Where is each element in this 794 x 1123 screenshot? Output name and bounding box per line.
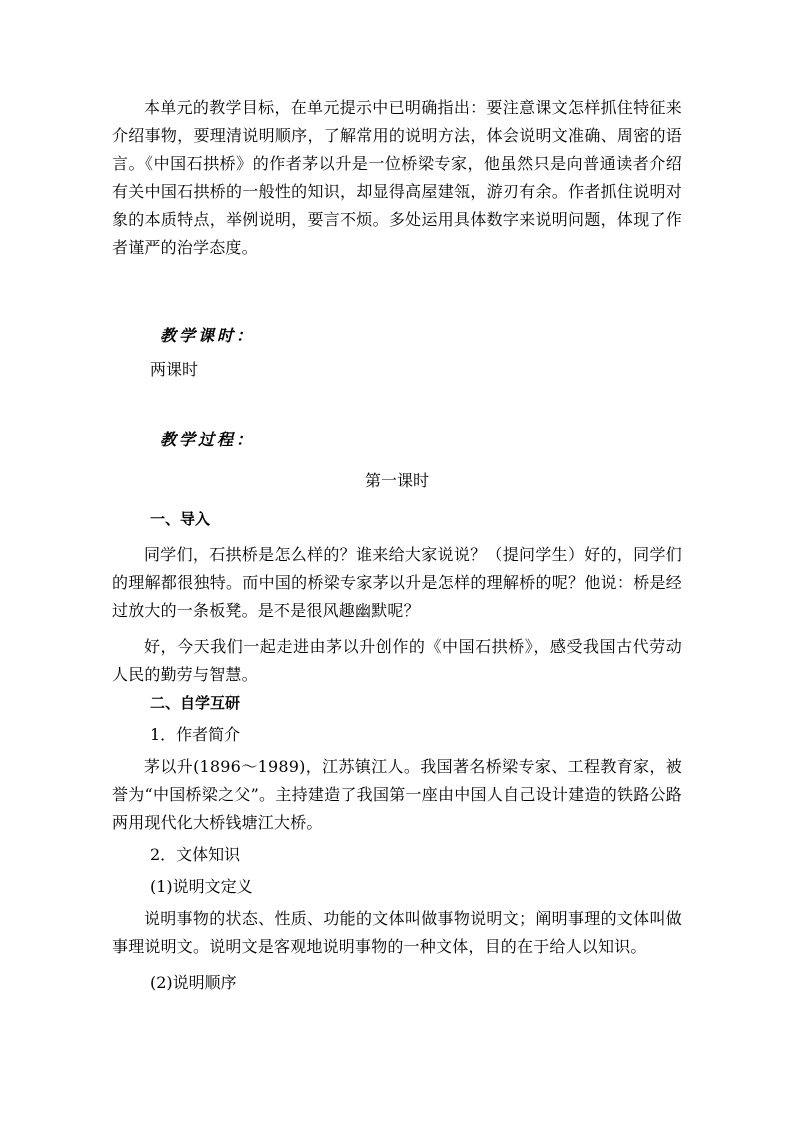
order-label: (2)说明顺序 xyxy=(150,973,237,992)
definition-text: 说明事物的状态、性质、功能的文体叫做事物说明文；阐明事理的文体叫做事理说明文。说明文是客观地说明事物的一种文体，目的在于给人以知识。 xyxy=(112,909,682,956)
definition-label: (1)说明文定义 xyxy=(150,877,253,896)
intro-paragraph: 本单元的教学目标，在单元提示中已明确指出：要注意课文怎样抓住特征来介绍事物，要理清说明顺序，了解常用的说明方法，体会说明文准确、周密的语言。《中国石拱桥》的作者茅以升是一位桥梁专家，他虽然只是向普通读者介绍有关中国石拱桥的一般性的知识，却显得高屋建瓴，游刃有余。作者抓住说明对象的本质特点，举例说明，要言不烦。多处运用具体数字来说明问题，体现了作者谨严的治学态度。 xyxy=(112,98,682,257)
teaching-hours-heading-block xyxy=(112,322,682,350)
lesson-title: 第一课时 xyxy=(364,471,429,490)
section1-paragraph-1: 同学们，石拱桥是怎么样的？谁来给大家说说？（提问学生）好的，同学们的理解都很独特。而中国的桥梁专家茅以升是怎样的理解桥的呢？他说：桥是经过放大的一条板凳。是不是很风趣幽默呢？ xyxy=(112,545,682,620)
section1-heading: 一、导入 xyxy=(150,510,211,528)
author-intro-text: 茅以升(1896～1989)，江苏镇江人。我国著名桥梁专家、工程教育家，被誉为“中国桥梁之父”。主持建造了我国第一座由中国人自己设计建造的铁路公路两用现代化大桥钱塘江大桥。 xyxy=(112,757,682,832)
teaching-hours-value: 两课时 xyxy=(150,360,199,379)
genre-knowledge-label: 2．文体知识 xyxy=(150,845,241,864)
section1-block xyxy=(112,505,682,689)
section2-heading: 二、自学互研 xyxy=(150,694,241,712)
section1-paragraph-2: 好，今天我们一起走进由茅以升创作的《中国石拱桥》，感受我国古代劳动人民的勤劳与智慧。 xyxy=(112,637,682,684)
teaching-process-heading: 教学过程： xyxy=(160,430,256,449)
intro-block xyxy=(112,94,682,262)
section2-block xyxy=(112,689,682,997)
author-intro-label: 1．作者简介 xyxy=(150,725,241,744)
teaching-hours-value-block xyxy=(112,356,682,384)
teaching-hours-heading: 教学课时： xyxy=(160,326,256,345)
teaching-process-heading-block xyxy=(112,426,682,454)
lesson-title-block xyxy=(112,467,682,495)
